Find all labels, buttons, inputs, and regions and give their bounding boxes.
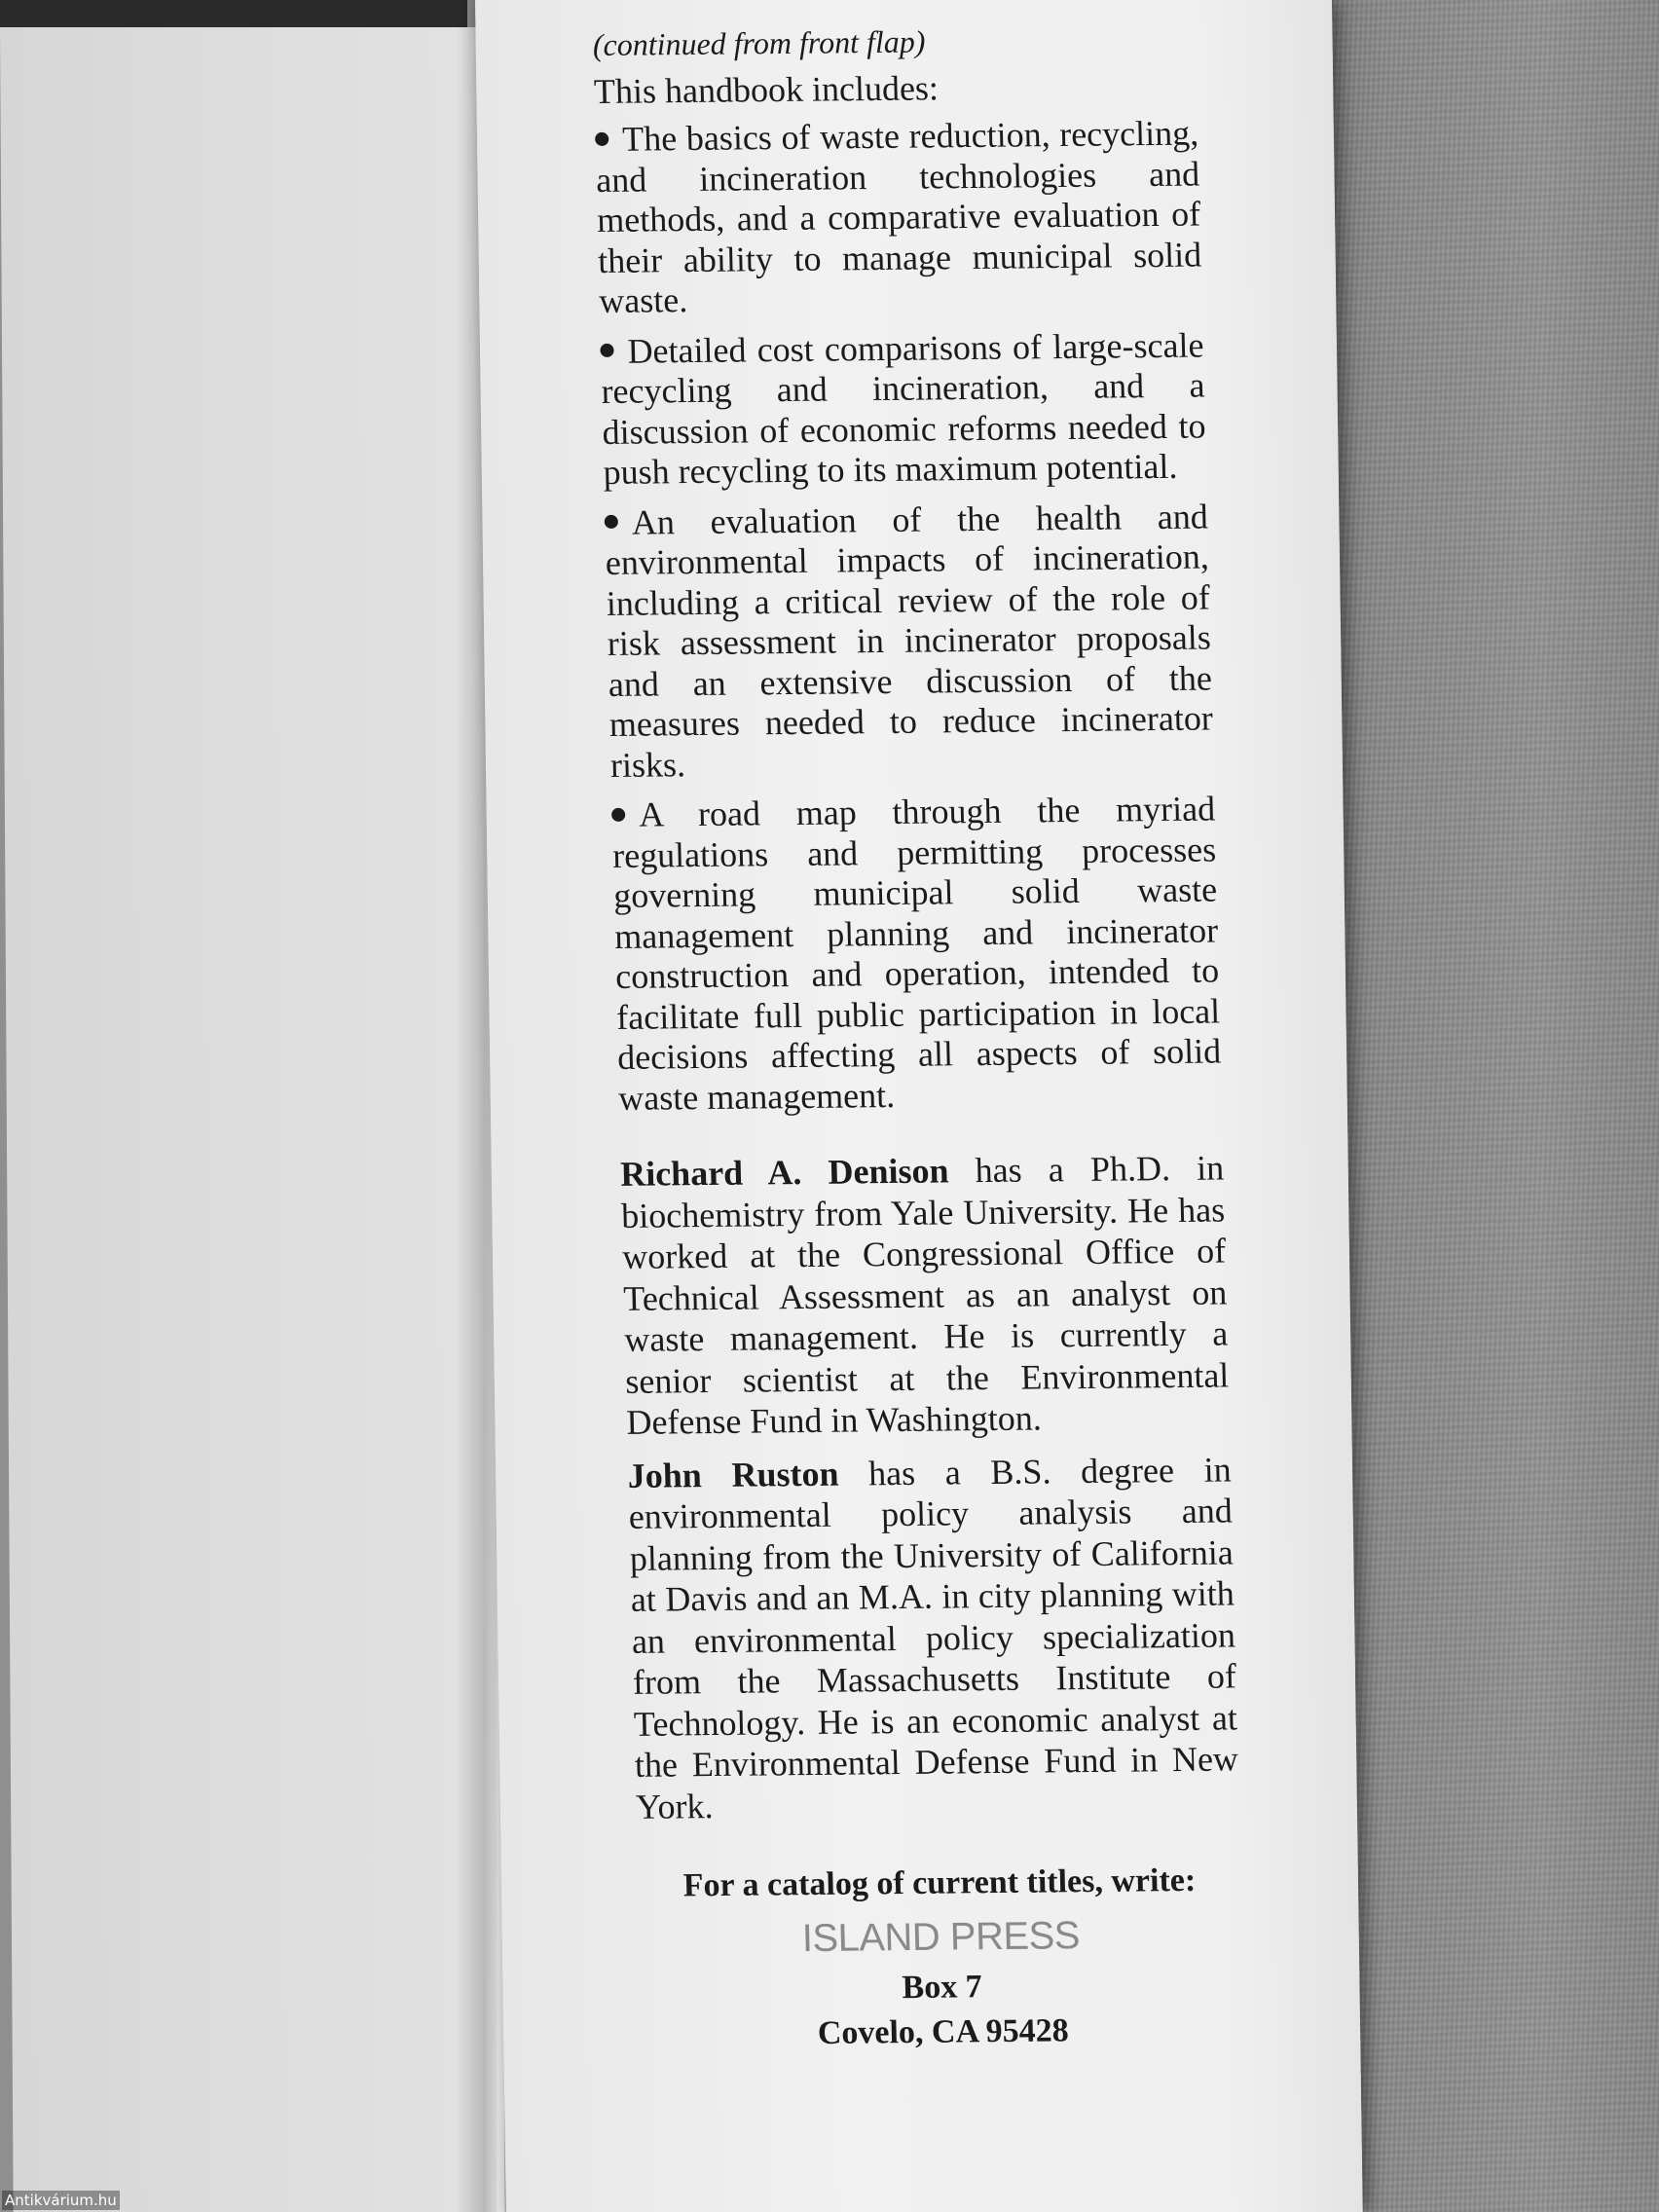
bullet-item — [611, 789, 1223, 1118]
intro-line: This handbook includes: — [593, 68, 940, 111]
author-bio-text: has a B.S. degree in environmental policy analysis and planning from the University of California at Davis and an M.A. in city planning with an environmental policy specialization from the Massachusetts Institute of Technology. He is an economic analyst at the Environmental Defense Fund in New York. — [628, 1449, 1239, 1826]
bullet-item — [604, 497, 1214, 786]
author-bio-ruston — [627, 1449, 1239, 1827]
bullet-item — [595, 114, 1203, 322]
continued-note: (continued from front flap) — [592, 23, 926, 62]
bullet-text: A road map through the myriad regulations and permitting processes governing municipal solid waste management planning and incinerator construction and operation, intended to facilitate full public participation in local decisions affecting all aspects of solid waste management. — [611, 789, 1222, 1118]
top-dark-edge — [0, 0, 467, 29]
author-bio-denison — [620, 1147, 1231, 1443]
watermark: Antikvárium.hu — [2, 2191, 120, 2210]
bullet-dot-icon — [600, 344, 613, 357]
bullet-dot-icon — [611, 808, 625, 822]
address-box: Box 7 — [902, 1969, 983, 2007]
bullet-dot-icon — [605, 515, 618, 529]
bullet-dot-icon — [595, 132, 608, 146]
flap-text-block — [592, 21, 1245, 2058]
address-city: Covelo, CA 95428 — [817, 2012, 1070, 2051]
bullet-text: The basics of waste reduction, recycling, and incineration technologies and methods, and a comparative evaluation of their ability to manage municipal solid waste. — [595, 113, 1202, 320]
blank-inner-page — [0, 27, 505, 2212]
bullet-text: An evaluation of the health and environmental impacts of incineration, including a critical review of the role of risk assessment in incinerator proposals and an extensive discussion of the measures needed to reduce incinerator risks. — [605, 496, 1214, 785]
author-name: John Ruston — [627, 1454, 839, 1495]
back-flap — [475, 0, 1363, 2212]
author-name: Richard A. Denison — [619, 1151, 949, 1194]
bullet-item — [600, 325, 1207, 493]
publisher-logo: ISLAND PRESS — [801, 1914, 1081, 1961]
author-bio-text: has a Ph.D. in biochemistry from Yale University. He has worked at the Congressional Office of Technical Assessment as an analyst on waste management. He is currently a senior scientist at the Environmental Defense Fund in Washington. — [620, 1148, 1230, 1442]
bullet-text: Detailed cost comparisons of large-scale recycling and incineration, and a discussion of economic reforms needed to push recycling to its maximum potential. — [601, 324, 1206, 492]
catalog-line: For a catalog of current titles, write: — [682, 1862, 1197, 1904]
